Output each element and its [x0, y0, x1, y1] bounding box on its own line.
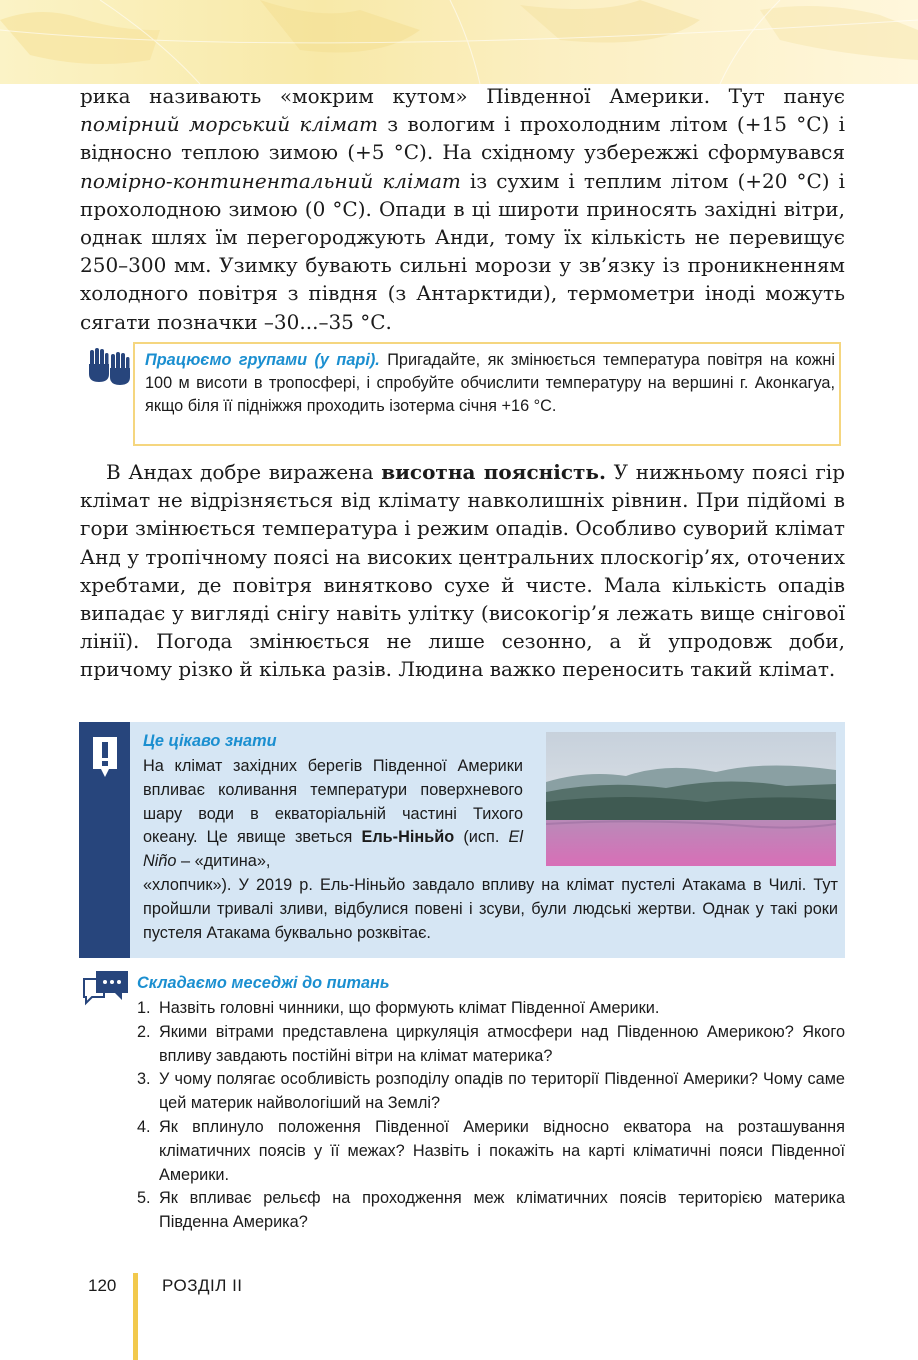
footer-bar: [133, 1273, 138, 1360]
section-label: РОЗДІЛ II: [162, 1276, 243, 1295]
exclamation-icon: [90, 735, 120, 783]
header-map-decoration: [0, 0, 918, 84]
list-item: 4. Як вплинуло положення Південної Америки відносно екватора на розташування кліматичних поясів у її межах? Назвіть і покажіть на карті кліматичні пояси Південної Америки.: [137, 1117, 845, 1184]
group-task-title: Працюємо групами (у парі).: [145, 351, 380, 369]
list-item: 3. У чому полягає особливість розподілу опадів по території Південної Америки? Чому саме цей материк найвологіший на Землі?: [137, 1070, 845, 1113]
list-item: 1. Назвіть головні чинники, що формують клімат Південної Америки.: [137, 999, 660, 1017]
fact-box-text-bottom: «хлопчик»). У 2019 р. Ель-Ніньйо завдало впливу на клімат пустелі Атакама в Чилі. Тут пройшли тривалі зливи, відбулися повені і зсуви, були людські жертви. Однак у такі роки пустеля Атакама буквально розквітає.: [143, 876, 838, 942]
fact-box-title: Це цікаво знати: [143, 732, 277, 750]
world-map-graphic: [0, 0, 918, 84]
hands-icon: [86, 346, 132, 386]
list-item: 2. Якими вітрами представлена циркуляція атмосфери над Південною Америкою? Якого впливу завдають постійні вітри на клімат материка?: [137, 1022, 845, 1065]
fact-box-text-top: На клімат західних берегів Південної Америки впливає коливання температури поверхневого шару води в екваторіальній частині Тихого океану. Це явище зветься Ель-Ніньйо (исп. El Niño – «дитина»,: [143, 757, 523, 871]
atacama-flowering-photo: [546, 732, 836, 866]
paragraph-climate-south: рика називають «мокрим кутом» Південної Америки. Тут панує помірний морський клімат з вологим і прохолодним літом (+15 °С) і відносно теплою зимою (+5 °С). На східному узбережжі сформувався помірно-континентальний клімат із сухим і теплим літом (+20 °С) і прохолодною зимою (0 °С). Опади в ці широти приносять західні вітри, однак шлях їм перегороджують Анди, тому їх кількість не перевищує 250–300 мм. Узимку бувають сильні морози у зв’язку із проникненням холодного повітря з півдня (з Антарктиди), термометри іноді можуть сягати позначки –30...–35 °С.: [80, 84, 846, 334]
questions-title: Складаємо меседжі до питань: [137, 974, 390, 992]
paragraph-altitude-zones: В Андах добре виражена висотна поясність. У нижньому поясі гір клімат не відрізняється від клімату навколишніх рівнин. При підйомі в гори змінюється температура і режим опадів. Особливо суворий клімат Анд у тропічному поясі на високих центральних плоскогір’ях, оточених хребтами, де повітря винятково сухе й чисте. Мала кількість опадів випадає у вигляді снігу навіть улітку (високогір’я лежать вище снігової лінії). Погода змінюється не лише сезонно, а й упродовж доби, причому різко й кілька разів. Людина важко переносить такий клімат.: [80, 460, 845, 682]
questions-list: [137, 997, 845, 1235]
chat-bubbles-icon: [82, 969, 130, 1011]
list-item: 5. Як впливає рельєф на проходження меж кліматичних поясів територією материка Південна Америка?: [137, 1189, 845, 1232]
page-number: 120: [88, 1276, 117, 1295]
group-task-text: Працюємо групами (у парі). Пригадайте, як змінюється температура повітря на кожні 100 м висоти в тропосфері, і спробуйте обчислити температуру на вершині г. Аконкагуа, якщо біля її підніжжя проходить ізотерма січня +16 °С.: [145, 351, 836, 416]
